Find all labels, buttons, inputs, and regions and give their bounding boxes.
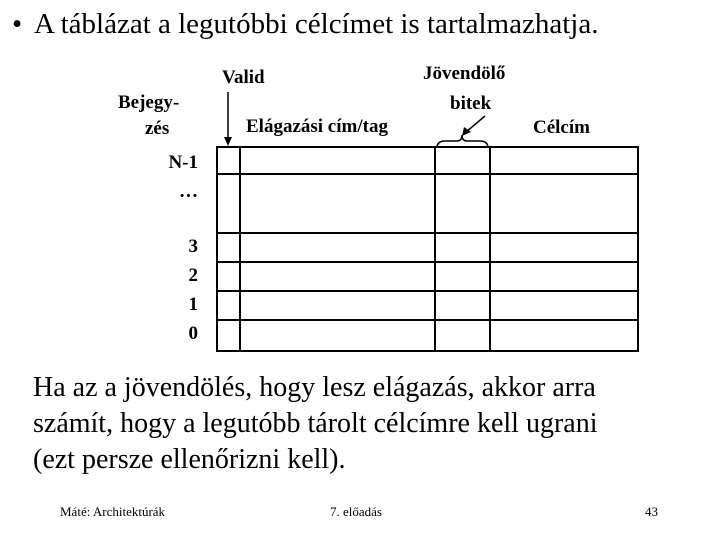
row-label-2: 2 (188, 265, 198, 286)
explanation-paragraph (33, 370, 693, 478)
col-divider-valid (239, 146, 241, 352)
table-bottom-border (216, 350, 639, 352)
label-pred-line2: bitek (450, 93, 492, 114)
bullet-dot: • (12, 8, 23, 40)
row-label-3: 3 (188, 236, 198, 257)
label-index-line1: Bejegy- (118, 92, 180, 113)
footer-author: Máté: Architektúrák (60, 504, 166, 519)
label-index-line2: zés (145, 118, 170, 139)
label-valid: Valid (222, 67, 265, 88)
row-divider (216, 319, 639, 321)
table-right-border (637, 146, 639, 352)
pred-arrow (462, 116, 485, 136)
table-top-border (216, 146, 639, 148)
paragraph-line: számít, hogy a legutóbb tárolt célcímre kell ugrani (33, 408, 598, 439)
label-pred-line1: Jövendölő (423, 63, 506, 84)
label-target: Célcím (533, 117, 590, 138)
footer-page-number: 43 (645, 504, 658, 519)
row-label-1: 1 (188, 294, 198, 315)
row-divider (216, 261, 639, 263)
paragraph-line: Ha az a jövendölés, hogy lesz elágazás, akkor arra (33, 372, 596, 403)
row-label-n-1: N-1 (168, 152, 198, 173)
paragraph-line: (ezt persze ellenőrizni kell). (33, 444, 346, 475)
row-divider (216, 290, 639, 292)
label-tag: Elágazási cím/tag (246, 116, 388, 137)
row-divider (216, 232, 639, 234)
row-divider (216, 173, 639, 175)
row-label-ellipsis: … (179, 181, 198, 202)
row-label-0: 0 (188, 323, 198, 344)
col-divider-tag (434, 146, 436, 352)
footer-lecture: 7. előadás (330, 504, 382, 519)
bullet-text: A táblázat a legutóbbi célcímet is tartalmazhatja. (34, 8, 599, 40)
col-divider-pred (489, 146, 491, 352)
valid-arrow (224, 92, 232, 146)
table-left-border (216, 146, 218, 352)
